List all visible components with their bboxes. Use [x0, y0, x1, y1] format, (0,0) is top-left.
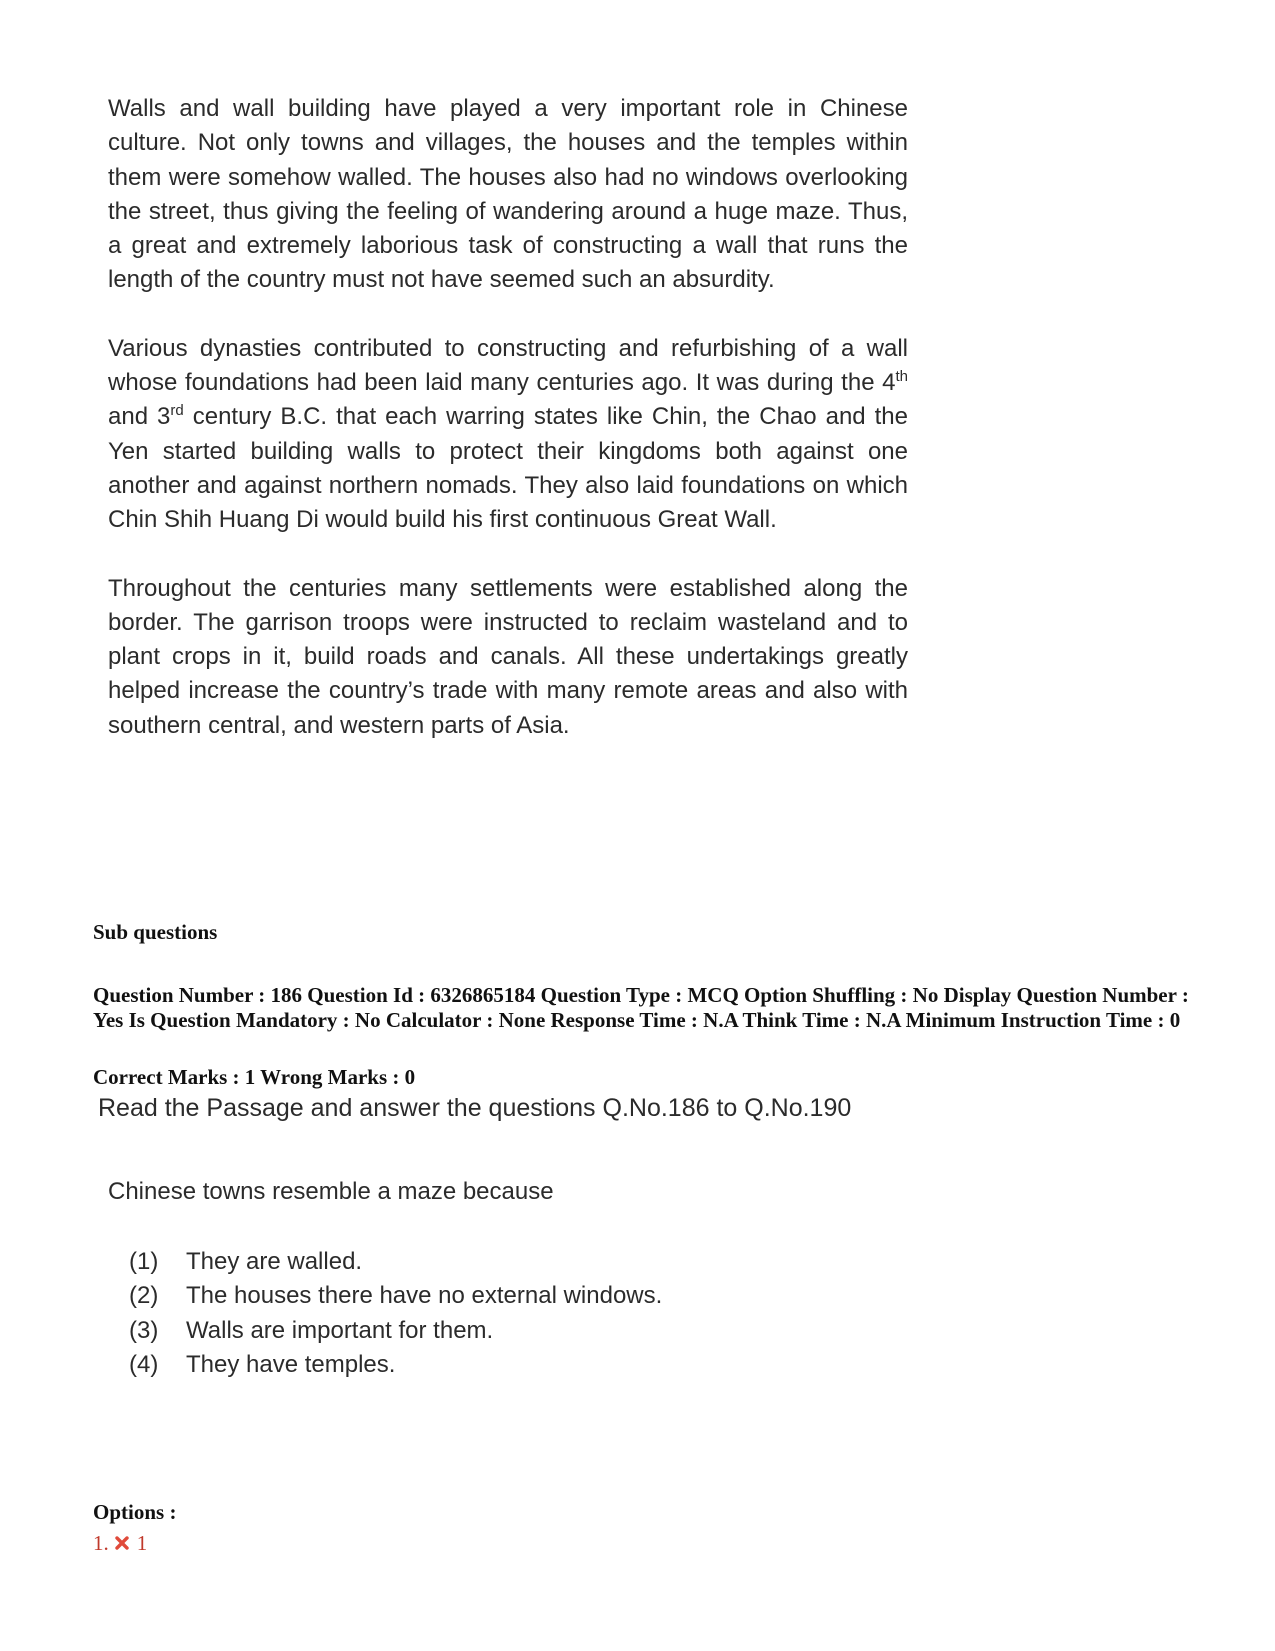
superscript: th	[895, 368, 908, 386]
sub-questions-heading: Sub questions	[93, 920, 218, 944]
choice-item	[129, 1245, 662, 1279]
marks-info: Correct Marks : 1 Wrong Marks : 0	[93, 1065, 416, 1089]
passage-text: Various dynasties contributed to constructing and refurbishing of a wall whose foundations had been laid many centuries ago. It was during the 4	[108, 334, 908, 397]
choice-text: The houses there have no external windows.	[186, 1282, 663, 1310]
choice-number: (4)	[129, 1350, 159, 1378]
passage-text: century B.C. that each warring states like Chin, the Chao and the Yen started building walls to protect their kingdoms both against one another and against northern nomads. They also laid foundations on which Chin Shih Huang Di would build his first continuous Great Wall.	[108, 403, 909, 534]
option-index: 1.	[93, 1531, 109, 1555]
option-item	[93, 1531, 147, 1556]
choice-text: They are walled.	[186, 1248, 363, 1275]
question-metadata: Question Number : 186 Question Id : 6326865184 Question Type : MCQ Option Shuffling : No Display Question Number : Yes Is Question Mandatory : No Calculator : None Response Time : N.A Think Time : N.A Minimum Instruction Time : 0	[93, 983, 1189, 1032]
choice-number: (2)	[129, 1282, 159, 1310]
passage	[108, 92, 908, 777]
passage-paragraph-1: Walls and wall building have played a very important role in Chinese culture. Not only towns and villages, the houses and the temples within them were somehow walled. The houses also had no windows overlooking the street, thus giving the feeling of wandering around a huge maze. Thus, a great and extremely laborious task of constructing a wall that runs the length of the country must not have seemed such an absurdity.	[108, 95, 908, 294]
choice-item	[129, 1279, 662, 1313]
cross-icon	[115, 1531, 129, 1545]
passage-paragraph-3: Throughout the centuries many settlements were established along the border. The garrison troops were instructed to reclaim wasteland and to plant crops in it, build roads and canals. All these undertakings greatly helped increase the country’s trade with many remote areas and also with southern central, and western parts of Asia.	[108, 574, 908, 739]
choice-number: (3)	[129, 1316, 159, 1344]
choice-text: Walls are important for them.	[186, 1316, 494, 1344]
choice-item	[129, 1348, 662, 1382]
choice-number: (1)	[129, 1248, 159, 1275]
option-value: 1	[136, 1531, 148, 1555]
passage-paragraph-2	[108, 332, 908, 538]
answer-choices	[129, 1245, 662, 1382]
choice-text: They have temples.	[186, 1350, 396, 1378]
passage-text: and 3	[108, 403, 171, 431]
choice-item	[129, 1314, 662, 1348]
question-instruction: Read the Passage and answer the questions Q.No.186 to Q.No.190	[98, 1094, 852, 1122]
options-heading: Options :	[93, 1500, 177, 1524]
superscript: rd	[170, 402, 184, 420]
question-stem: Chinese towns resemble a maze because	[108, 1178, 554, 1205]
